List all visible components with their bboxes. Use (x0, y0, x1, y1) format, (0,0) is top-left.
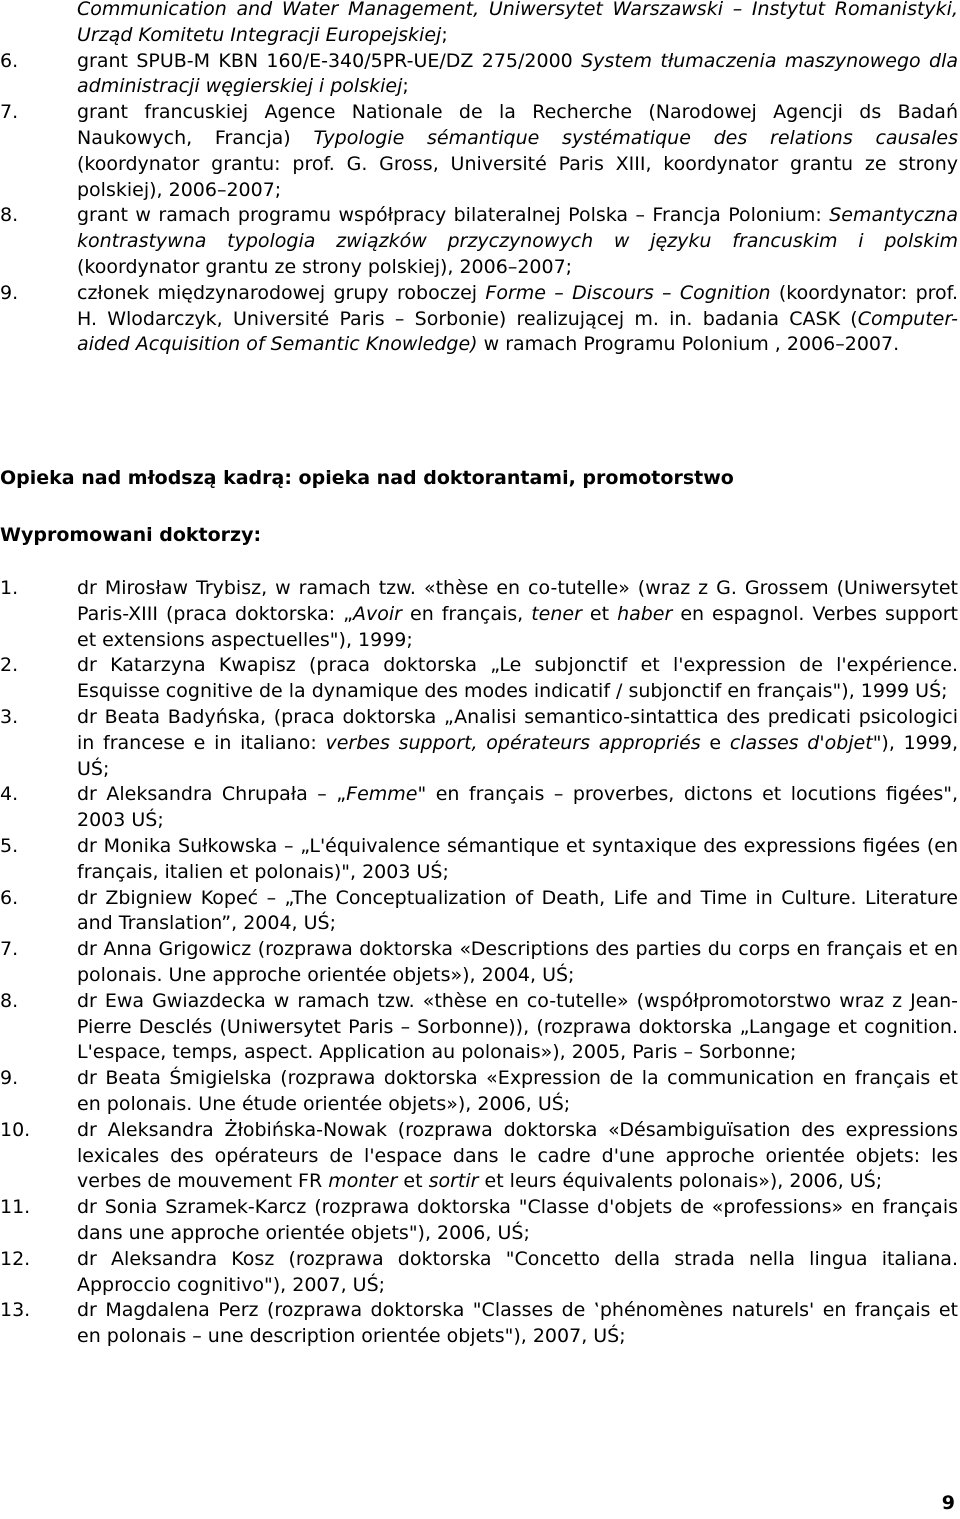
italic-text: sortir (428, 1170, 479, 1193)
list-number: 5. (0, 834, 19, 857)
list-item-text (77, 1247, 958, 1299)
section-heading-supervision: Opieka nad młodszą kadrą: opieka nad doktorantami, promotorstwo (0, 467, 734, 489)
doctor-item (0, 705, 958, 782)
text-run: (koordynator: prof. H. Wlodarczyk, Université Paris – Sorbonie) realizującej m. in. badania CASK ( (77, 281, 958, 330)
text-run: dr Aleksandra Kosz (rozprawa doktorska "Concetto della strada nella lingua italiana. Approccio cognitivo"), 2007, UŚ; (77, 1247, 958, 1296)
doctor-item (0, 1247, 958, 1299)
text-run: dr Mirosław Trybisz, w ramach tzw. «thèse en co-tutelle» (wraz z G. Grossem (Uniwersytet Paris-XIII (praca doktorska: „ (77, 577, 958, 625)
list-item-text (77, 782, 958, 834)
text-run: ; (441, 23, 448, 46)
list-item-text (77, 1195, 958, 1247)
text-run: dr Magdalena Perz (rozprawa doktorska "Classes de ‛phénomènes naturels' en français et en polonais – une description orientée objets"), 2007, UŚ; (77, 1299, 958, 1348)
doctor-item (0, 989, 958, 1066)
text-run: dr Beata Badyńska, (praca doktorska „Analisi semantico-sintattica des predicati psicologici in francese e in italiano: (77, 705, 958, 754)
list-number: 6. (0, 49, 19, 72)
text-run: grant w ramach programu współpracy bilateralnej Polska – Francja Polonium: (77, 204, 830, 227)
list-number: 6. (0, 886, 19, 909)
text-run: (koordynator grantu: prof. G. Gross, Université Paris XIII, koordynator grantu ze strony polskiej), 2006–2007; (77, 152, 958, 201)
list-item-text (77, 0, 958, 49)
text-run: dr Beata Śmigielska (rozprawa doktorska «Expression de la communication en français et en polonais. Une étude orientée objets»), 2006, UŚ; (77, 1067, 958, 1115)
list-number: 10. (0, 1118, 31, 1141)
text-run: et leurs équivalents polonais»), 2006, UŚ; (478, 1170, 883, 1193)
list-item-text (77, 653, 958, 705)
list-number: 13. (0, 1299, 31, 1322)
italic-text: tener (531, 602, 582, 625)
list-number: 7. (0, 101, 19, 124)
list-number: 11. (0, 1196, 31, 1219)
doctor-item (0, 653, 958, 705)
list-number: 9. (0, 281, 19, 304)
list-number: 8. (0, 204, 19, 227)
italic-text: Forme – Discours – Cognition (485, 281, 771, 304)
italic-text: verbes support, opérateurs appropriés (325, 731, 701, 754)
list-number: 9. (0, 1067, 19, 1090)
grant-list (0, 0, 958, 358)
italic-text: Avoir (353, 602, 402, 625)
italic-text: classes d'objet (729, 731, 873, 754)
doctor-item (0, 937, 958, 989)
italic-text: System tłumaczenia maszynowego dla administracji węgierskiej i polskiej (77, 49, 958, 98)
list-item-text (77, 989, 958, 1066)
text-run: ; (402, 75, 409, 98)
text-run: członek międzynarodowej grupy roboczej (77, 281, 486, 304)
doctor-item (0, 1195, 958, 1247)
doctor-item (0, 1298, 958, 1350)
grant-item (0, 49, 958, 101)
doctor-item (0, 782, 958, 834)
list-number: 3. (0, 705, 19, 728)
text-run: et (581, 602, 618, 625)
italic-text: Computer-aided Acquisition of Semantic Knowledge) (77, 307, 958, 356)
text-run: grant francuskiej Agence Nationale de la Recherche (Narodowej Agencji ds Badań Naukowych, Francja) (77, 101, 958, 149)
text-run: dr Monika Sułkowska – „L'équivalence sémantique et syntaxique des expressions figées (en français, italien et polonais)", 2003 UŚ; (77, 834, 958, 883)
list-item-text (77, 203, 958, 280)
text-run: en français, (402, 602, 532, 625)
text-run: dr Zbigniew Kopeć – „The Conceptualization of Death, Life and Time in Culture. Literature and Translation”, 2004, UŚ; (77, 886, 958, 935)
list-item-text (77, 705, 958, 782)
grant-item (0, 0, 958, 49)
italic-text: Communication and Water Management, Uniwersytet Warszawski – Instytut Romanistyki, Urząd Komitetu Integracji Europejskiej (77, 0, 958, 46)
text-run: "), 1999, UŚ; (77, 731, 958, 780)
list-item-text (77, 1118, 958, 1195)
doctor-item (0, 886, 958, 938)
doctor-item (0, 834, 958, 886)
text-run: dr Anna Grigowicz (rozprawa doktorska «Descriptions des parties du corps en français et en polonais. Une approche orientée objets»), 2004, UŚ; (77, 938, 958, 986)
section-heading-doctors: Wypromowani doktorzy: (0, 524, 262, 546)
list-number: 12. (0, 1247, 31, 1270)
list-item-text (77, 937, 958, 989)
list-item-text (77, 1066, 958, 1118)
list-item-text (77, 49, 958, 101)
text-run: dr Katarzyna Kwapisz (praca doktorska „Le subjonctif et l'expression de l'expérience. Esquisse cognitive de la dynamique des modes indicatif / subjonctif en français"), 1999 UŚ; (77, 654, 958, 703)
italic-text: Semantyczna kontrastywna typologia związków przyczynowych w języku francuskim i polskim (77, 204, 958, 253)
grant-item (0, 100, 958, 203)
text-run: en espagnol. Verbes support et extensions aspectuelles"), 1999; (77, 602, 959, 651)
grant-item (0, 281, 958, 358)
doctors-list (0, 576, 958, 1350)
text-run: dr Aleksandra Żłobińska-Nowak (rozprawa doktorska «Désambiguïsation des expressions lexicales des opérateurs de l'espace dans le cadre d'une approche orientée objets: les verbes de mouvement FR (77, 1118, 958, 1193)
italic-text: monter (328, 1170, 398, 1193)
list-item-text (77, 886, 958, 938)
italic-text: Femme" (346, 783, 427, 806)
text-run: w ramach Programu Polonium , 2006–2007. (477, 333, 900, 356)
list-number: 7. (0, 938, 19, 961)
list-item-text (77, 1298, 958, 1350)
grant-item (0, 203, 958, 280)
text-run: e (700, 731, 730, 754)
list-item-text (77, 100, 958, 203)
text-run: dr Sonia Szramek-Karcz (rozprawa doktorska "Classe d'objets de «professions» en français dans une approche orientée objets"), 2006, UŚ; (77, 1196, 958, 1244)
doctor-item (0, 576, 958, 653)
list-item-text (77, 281, 958, 358)
italic-text: haber (617, 602, 673, 625)
text-run: grant SPUB-M KBN 160/E-340/5PR-UE/DZ 275/2000 (77, 49, 582, 72)
list-number: 8. (0, 989, 19, 1012)
text-run: dr Aleksandra Chrupała – „ (77, 783, 347, 806)
list-item-text (77, 834, 958, 886)
list-number: 1. (0, 577, 19, 599)
text-run: en français – proverbes, dictons et locutions figées", 2003 UŚ; (77, 783, 958, 832)
list-number: 2. (0, 654, 19, 677)
italic-text: Typologie sémantique systématique des relations causales (313, 126, 958, 149)
text-run: (koordynator grantu ze strony polskiej), 2006–2007; (77, 255, 573, 278)
page-number: 9 (941, 1492, 955, 1514)
doctor-item (0, 1118, 958, 1195)
text-run: et (397, 1170, 429, 1193)
text-run: dr Ewa Gwiazdecka w ramach tzw. «thèse en co-tutelle» (współpromotorstwo wraz z Jean-Pierre Desclés (Uniwersytet Paris – Sorbonne)), (rozprawa doktorska „Langage et cognition. L'espace, temps, aspect. Application au polonais»), 2005, Paris – Sorbonne; (77, 989, 958, 1064)
list-item-text (77, 576, 958, 653)
doctor-item (0, 1066, 958, 1118)
list-number: 4. (0, 783, 19, 806)
